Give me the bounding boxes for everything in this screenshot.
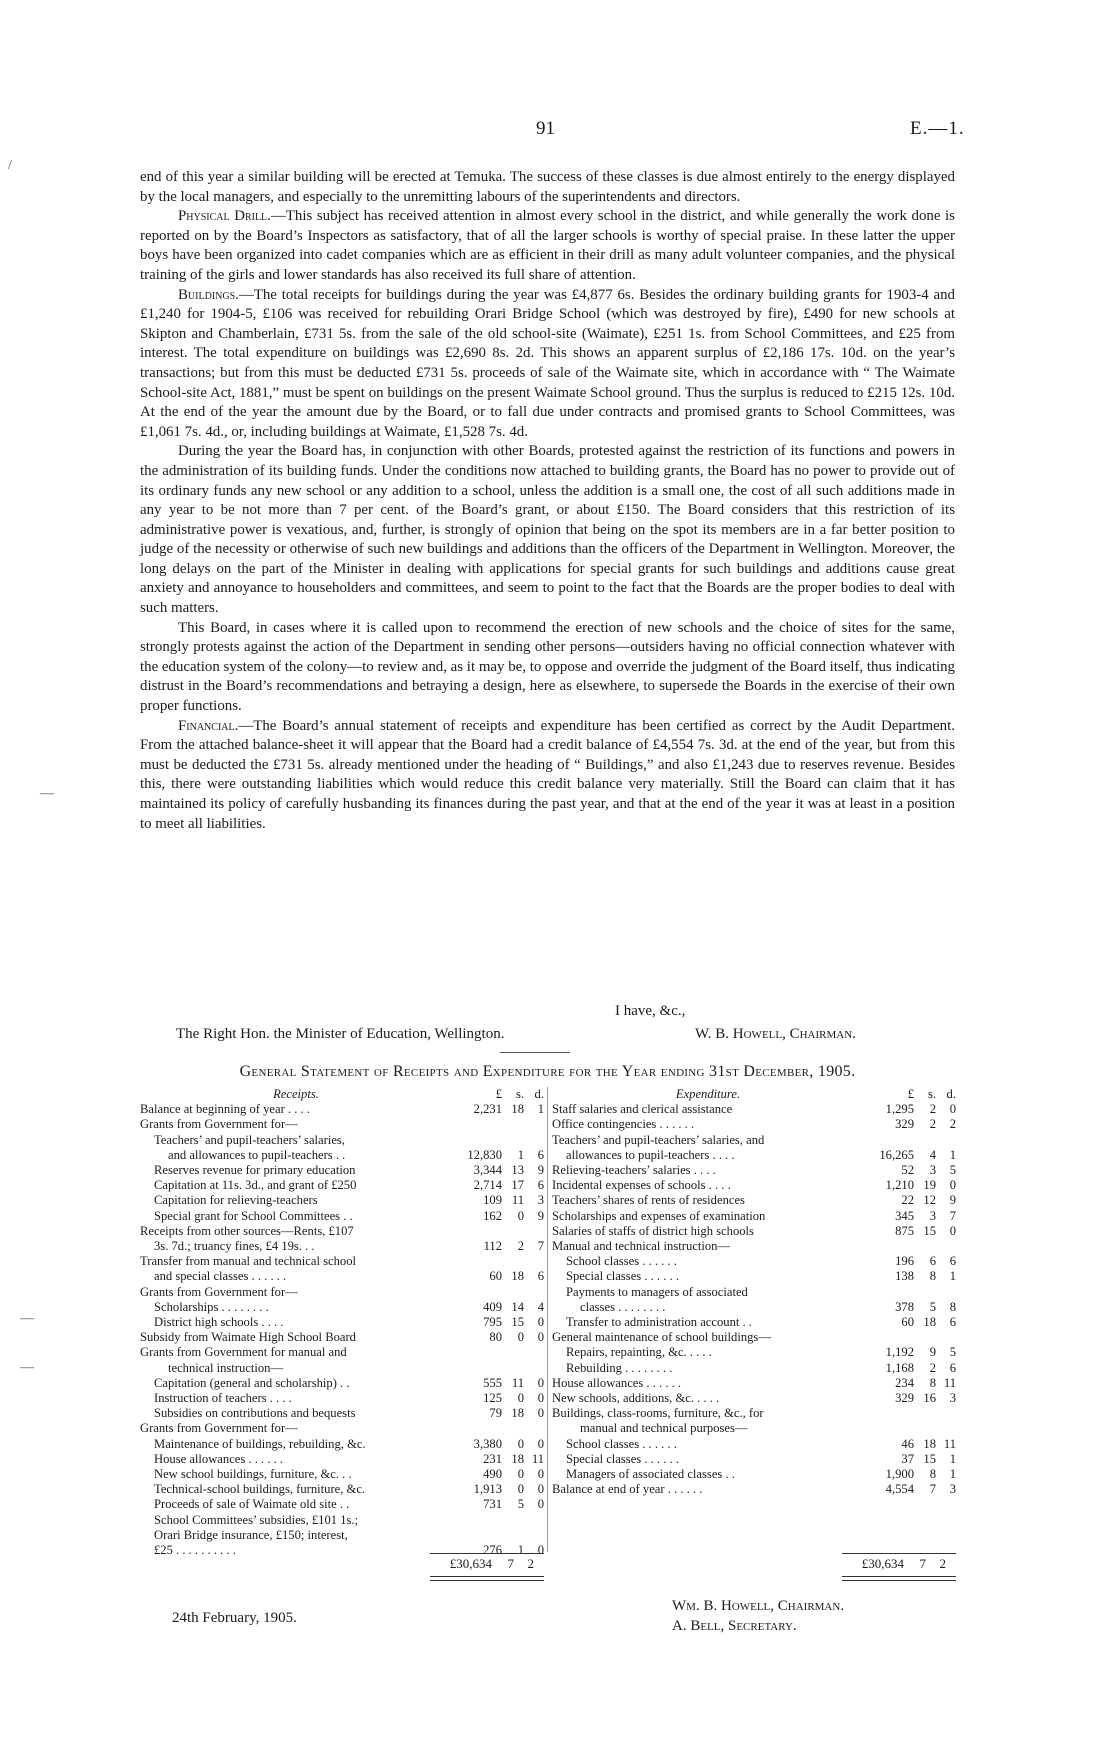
margin-mark: —: [20, 1311, 34, 1326]
row-description: Managers of associated classes . .: [566, 1467, 735, 1482]
row-shillings: 15: [923, 1223, 936, 1238]
expenditure-row: [552, 1163, 956, 1178]
row-pounds: 37: [901, 1451, 914, 1466]
receipts-row: [140, 1193, 544, 1208]
heading-physical-drill: Physical Drill.: [178, 208, 271, 225]
row-description: Subsidies on contributions and bequests: [154, 1406, 356, 1421]
row-description: School classes . . . . . .: [566, 1436, 677, 1451]
expenditure-row: [552, 1315, 956, 1330]
col-shillings: s.: [515, 1087, 524, 1101]
chairman-signature: Wm. B. Howell, Chairman.: [672, 1598, 845, 1614]
receipts-row: [140, 1269, 544, 1284]
expenditure-row: [552, 1117, 956, 1132]
row-description: Office contingencies . . . . . .: [552, 1117, 695, 1132]
expenditure-row: [552, 1376, 956, 1391]
row-shillings: 14: [511, 1299, 524, 1314]
receipts-row: [140, 1133, 544, 1148]
row-pence: 0: [537, 1315, 544, 1330]
row-shillings: 18: [511, 1451, 524, 1466]
row-pence: 7: [537, 1239, 544, 1254]
row-description: technical instruction—: [168, 1360, 284, 1375]
row-description: Scholarships and expenses of examination: [552, 1208, 766, 1223]
row-pence: 11: [943, 1375, 956, 1390]
row-description: Teachers’ and pupil-teachers’ salaries, and: [552, 1132, 765, 1147]
statement-title: General Statement of Receipts and Expenditure for the Year ending 31st December, 1905.: [239, 1063, 856, 1080]
row-description: Incidental expenses of schools . . . .: [552, 1178, 731, 1193]
total-pounds: £30,634: [861, 1556, 904, 1571]
receipts-row: [140, 1178, 544, 1193]
paragraph-physical-drill: [140, 207, 955, 285]
row-description: Special grant for School Committees . .: [154, 1208, 353, 1223]
row-description: Manual and technical instruction—: [552, 1239, 731, 1254]
total-pence: 2: [527, 1556, 534, 1571]
row-shillings: 18: [511, 1406, 524, 1421]
row-shillings: 17: [511, 1178, 524, 1193]
row-pounds: 555: [483, 1375, 502, 1390]
row-shillings: 13: [511, 1163, 524, 1178]
addressee: The Right Hon. the Minister of Education, Wellington.: [176, 1026, 505, 1042]
expenditure-row: [552, 1254, 956, 1269]
row-pounds: 196: [895, 1254, 914, 1269]
row-pence: 5: [949, 1163, 956, 1178]
row-pence: 2: [949, 1117, 956, 1132]
row-description: House allowances . . . . . .: [154, 1451, 284, 1466]
paragraph-classes: end of this year a similar building will be erected at Temuka. The success of these classes is due almost entirely to the energy displayed by the local managers, and especially to the unremitting labours of the superintendents and directors.: [140, 169, 955, 205]
receipts-row: [140, 1300, 544, 1315]
row-shillings: 15: [923, 1451, 936, 1466]
receipts-row: [140, 1467, 544, 1482]
expenditure-row: [552, 1421, 956, 1436]
expenditure-row: [552, 1224, 956, 1239]
receipts-row: [140, 1406, 544, 1421]
row-pence: 9: [537, 1163, 544, 1178]
expenditure-row: [552, 1482, 956, 1497]
row-description: £25 . . . . . . . . . .: [154, 1543, 236, 1558]
row-description: Staff salaries and clerical assistance: [552, 1102, 733, 1117]
row-pence: 0: [949, 1223, 956, 1238]
row-shillings: 1: [517, 1543, 524, 1558]
receipts-total: [430, 1553, 544, 1581]
row-pounds: 112: [483, 1239, 502, 1254]
row-description: Transfer to administration account . .: [566, 1315, 752, 1330]
total-pounds: £30,634: [449, 1556, 492, 1571]
row-shillings: 18: [923, 1315, 936, 1330]
row-pounds: 60: [489, 1269, 502, 1284]
receipts-row: [140, 1528, 544, 1543]
expenditure-header-row: [552, 1087, 956, 1102]
row-pounds: 2,714: [473, 1178, 502, 1193]
row-pounds: 109: [483, 1193, 502, 1208]
row-shillings: 3: [929, 1163, 936, 1178]
row-pence: 3: [537, 1193, 544, 1208]
row-pounds: 80: [489, 1330, 502, 1345]
row-pence: 0: [537, 1406, 544, 1421]
row-pounds: 138: [895, 1269, 914, 1284]
secretary-signature: A. Bell, Secretary.: [672, 1618, 797, 1634]
row-pounds: 16,265: [879, 1147, 914, 1162]
row-description: New schools, additions, &c. . . . .: [552, 1391, 720, 1406]
row-description: Orari Bridge insurance, £150; interest,: [154, 1527, 348, 1542]
receipts-header-row: [140, 1087, 544, 1102]
row-description: allowances to pupil-teachers . . . .: [566, 1147, 735, 1162]
row-pounds: 2,231: [473, 1102, 502, 1117]
text-financial: —The Board’s annual statement of receipts and expenditure has been certified as correct by the Audit Department. From the attached balance-sheet it will appear that the Board had a credit balance of £4,554 7s. 3d. at the end of the year, but from this must be deducted the £731 5s. already mentioned under the heading of “ Buildings,” and also £1,243 due to reserves revenue. Besides this, there were outstanding liabilities which would reduce this credit balance very materially. Still the Board can claim that it has maintained its policy of carefully husbanding its finances during the past year, and that at the end of the year it was at least in a position to meet all liabilities.: [140, 717, 955, 832]
expenditure-row: [552, 1178, 956, 1193]
text-buildings: —The total receipts for buildings during the year was £4,877 6s. Besides the ordinary building grants for 1903-4 and £1,240 for 1904-5, £106 was received for rebuilding Orari Bridge School (which was destroyed by fire), £490 for new schools at Skipton and Chamberlain, £731 5s. from the sale of the old school-site (Waimate), £251 1s. from School Committees, and £25 from interest. The total expenditure on buildings was £2,690 8s. 2d. This shows an apparent surplus of £2,186 17s. 10d. on the year’s transactions; but from this must be deducted £731 5s. proceeds of sale of the Waimate site, which in accordance with “ The Waimate School-site Act, 1881,” must be spent on buildings on the present Waimate School ground. Thus the surplus is reduced to £215 12s. 10d. At the end of the year the amount due by the Board, or to fall due under contracts and promised grants to School Committees, was £1,061 7s. 4d., or, including buildings at Waimate, £1,528 7s. 4d.: [140, 286, 955, 440]
row-shillings: 9: [929, 1345, 936, 1360]
row-pounds: 490: [483, 1467, 502, 1482]
expenditure-row: [552, 1361, 956, 1376]
row-pounds: 345: [895, 1208, 914, 1223]
row-description: Relieving-teachers’ salaries . . . .: [552, 1163, 716, 1178]
row-shillings: 6: [929, 1254, 936, 1269]
receipts-row: [140, 1148, 544, 1163]
row-pence: 1: [949, 1269, 956, 1284]
heading-financial: Financial.: [178, 717, 239, 734]
row-description: and special classes . . . . . .: [154, 1269, 287, 1284]
row-shillings: 15: [511, 1315, 524, 1330]
total-shillings: 7: [507, 1556, 514, 1571]
text-physical-drill: —This subject has received attention in almost every school in the district, and while generally the work done is reported on by the Board’s Inspectors as satisfactory, that of all the larger schools is worthy of special praise. In these latter the upper boys have been organized into cadet companies which are as efficient in their drill as many adult volunteer companies, and the physical training of the girls and lower standards has also received its full share of attention.: [140, 208, 955, 283]
row-pounds: 329: [895, 1391, 914, 1406]
row-pence: 0: [537, 1482, 544, 1497]
row-description: and allowances to pupil-teachers . .: [168, 1147, 346, 1162]
row-pence: 0: [537, 1391, 544, 1406]
statement-signatures: [672, 1596, 844, 1636]
row-pence: 6: [537, 1147, 544, 1162]
total-pence: 2: [939, 1556, 946, 1571]
row-shillings: 2: [517, 1239, 524, 1254]
row-pence: 6: [949, 1254, 956, 1269]
receipts-row: [140, 1482, 544, 1497]
row-pounds: 1,192: [885, 1345, 914, 1360]
receipts-row: [140, 1345, 544, 1360]
row-description: Subsidy from Waimate High School Board: [140, 1330, 356, 1345]
row-description: House allowances . . . . . .: [552, 1375, 682, 1390]
row-pounds: 3,344: [473, 1163, 502, 1178]
row-pence: 0: [537, 1375, 544, 1390]
row-pence: 0: [537, 1436, 544, 1451]
total-shillings: 7: [919, 1556, 926, 1571]
row-shillings: 3: [929, 1208, 936, 1223]
row-pence: 6: [537, 1269, 544, 1284]
expenditure-row: [552, 1102, 956, 1117]
row-pounds: 231: [483, 1451, 502, 1466]
heading-buildings: Buildings.: [178, 286, 239, 303]
receipts-row: [140, 1209, 544, 1224]
row-shillings: 0: [517, 1467, 524, 1482]
row-pounds: 276: [483, 1543, 502, 1558]
row-pence: 1: [949, 1147, 956, 1162]
row-pounds: 46: [901, 1436, 914, 1451]
receipts-row: [140, 1361, 544, 1376]
row-pounds: 875: [895, 1223, 914, 1238]
receipts-heading: Receipts.: [273, 1087, 319, 1101]
expenditure-row: [552, 1300, 956, 1315]
row-pence: 7: [949, 1208, 956, 1223]
row-shillings: 0: [517, 1482, 524, 1497]
receipts-row: [140, 1163, 544, 1178]
row-description: Grants from Government for manual and: [140, 1345, 347, 1360]
report-body: [140, 168, 955, 834]
row-shillings: 1: [517, 1147, 524, 1162]
row-pence: 6: [537, 1178, 544, 1193]
row-description: Capitation at 11s. 3d., and grant of £250: [154, 1178, 357, 1193]
row-shillings: 5: [929, 1299, 936, 1314]
receipts-row: [140, 1254, 544, 1269]
expenditure-ledger: [552, 1087, 956, 1497]
row-pence: 11: [531, 1451, 544, 1466]
row-pence: 4: [537, 1299, 544, 1314]
row-description: Balance at end of year . . . . . .: [552, 1482, 703, 1497]
receipts-row: [140, 1513, 544, 1528]
row-shillings: 18: [511, 1102, 524, 1117]
page-number: 91: [536, 118, 555, 139]
expenditure-row: [552, 1193, 956, 1208]
expenditure-row: [552, 1345, 956, 1360]
row-pounds: 1,913: [473, 1482, 502, 1497]
row-pence: 9: [537, 1208, 544, 1223]
statement-date: 24th February, 1905.: [172, 1610, 297, 1626]
row-pounds: 1,900: [885, 1467, 914, 1482]
row-description: Salaries of staffs of district high schools: [552, 1223, 754, 1238]
row-pence: 1: [949, 1467, 956, 1482]
signature: W. B. Howell, Chairman.: [695, 1026, 856, 1042]
expenditure-row: [552, 1133, 956, 1148]
row-shillings: 0: [517, 1208, 524, 1223]
row-description: Scholarships . . . . . . . .: [154, 1299, 269, 1314]
row-pence: 0: [537, 1497, 544, 1512]
row-pounds: 12,830: [467, 1147, 502, 1162]
receipts-row: [140, 1285, 544, 1300]
row-pounds: 1,295: [885, 1102, 914, 1117]
row-shillings: 8: [929, 1467, 936, 1482]
row-pence: 3: [949, 1482, 956, 1497]
row-pounds: 378: [895, 1299, 914, 1314]
row-description: School Committees’ subsidies, £101 1s.;: [154, 1512, 359, 1527]
row-description: Rebuilding . . . . . . . .: [566, 1360, 673, 1375]
row-description: Teachers’ shares of rents of residences: [552, 1193, 745, 1208]
document-code: E.—1.: [910, 118, 965, 139]
row-shillings: 0: [517, 1330, 524, 1345]
row-description: Grants from Government for—: [140, 1284, 298, 1299]
row-pounds: 60: [901, 1315, 914, 1330]
row-pence: 0: [537, 1330, 544, 1345]
expenditure-row: [552, 1285, 956, 1300]
row-description: Capitation for relieving-teachers: [154, 1193, 318, 1208]
row-pounds: 731: [483, 1497, 502, 1512]
row-shillings: 2: [929, 1102, 936, 1117]
row-pounds: 409: [483, 1299, 502, 1314]
row-pence: 0: [537, 1543, 544, 1558]
closing-salutation: I have, &c.,: [615, 1003, 686, 1019]
row-description: Payments to managers of associated: [566, 1284, 748, 1299]
row-shillings: 12: [923, 1193, 936, 1208]
row-pence: 11: [943, 1436, 956, 1451]
receipts-row: [140, 1224, 544, 1239]
receipts-row: [140, 1330, 544, 1345]
row-description: Maintenance of buildings, rebuilding, &c.: [154, 1436, 366, 1451]
row-description: Special classes . . . . . .: [566, 1269, 679, 1284]
row-description: Grants from Government for—: [140, 1421, 298, 1436]
row-shillings: 0: [517, 1391, 524, 1406]
expenditure-row: [552, 1452, 956, 1467]
expenditure-row: [552, 1269, 956, 1284]
row-description: Proceeds of sale of Waimate old site . .: [154, 1497, 350, 1512]
row-shillings: 11: [511, 1375, 524, 1390]
row-shillings: 0: [517, 1436, 524, 1451]
expenditure-row: [552, 1467, 956, 1482]
row-shillings: 18: [923, 1436, 936, 1451]
row-pence: 3: [949, 1391, 956, 1406]
row-description: Capitation (general and scholarship) . .: [154, 1375, 350, 1390]
paragraph-sites: This Board, in cases where it is called upon to recommend the erection of new schools and the choice of sites for the same, strongly protests against the action of the Department in sending other persons—outsiders having no official connection whatever with the education system of the colony—to review and, as it may be, to oppose and override the judgment of the Board itself, thus indicating distrust in the Board’s recommendations and betraying a design, here as elsewhere, to supersede the Boards in the exercise of their own proper functions.: [140, 619, 955, 715]
row-pounds: 1,168: [885, 1360, 914, 1375]
row-description: District high schools . . . .: [154, 1315, 284, 1330]
col-pounds: £: [907, 1087, 914, 1101]
row-description: classes . . . . . . . .: [580, 1299, 666, 1314]
row-pence: 0: [537, 1467, 544, 1482]
margin-mark: —: [20, 1360, 34, 1375]
row-pence: 6: [949, 1315, 956, 1330]
row-pence: 5: [949, 1345, 956, 1360]
row-pence: 0: [949, 1178, 956, 1193]
row-pounds: 234: [895, 1375, 914, 1390]
row-description: Grants from Government for—: [140, 1117, 298, 1132]
row-shillings: 8: [929, 1269, 936, 1284]
paragraph-protest: During the year the Board has, in conjunction with other Boards, protested against the restriction of its functions and powers in the administration of its building funds. Under the conditions now attached to building grants, the Board has no power to provide out of its ordinary funds any new school or any addition to a school, unless the addition is a small one, the cost of all such additions made in any year to be not more than 7 per cent. of the Board’s grant, or about £150. The Board considers that this restriction of its administrative power is vexatious, and, further, is strongly of opinion that being on the spot its members are in a far better position to judge of the necessity or otherwise of such new buildings and additions than the officers of the Department in Wellington. Moreover, the long delays on the part of the Minister in dealing with applications for special grants for such buildings and additions cause great anxiety and annoyance to householders and committees, and seem to point to the fact that the Boards are the proper bodies to deal with such matters.: [140, 443, 955, 617]
row-shillings: 19: [923, 1178, 936, 1193]
row-pounds: 22: [901, 1193, 914, 1208]
receipts-row: [140, 1102, 544, 1117]
row-shillings: 11: [511, 1193, 524, 1208]
row-description: New school buildings, furniture, &c. . .: [154, 1467, 352, 1482]
receipts-row: [140, 1376, 544, 1391]
expenditure-total: [842, 1553, 956, 1581]
expenditure-row: [552, 1391, 956, 1406]
row-description: Technical-school buildings, furniture, &c.: [154, 1482, 366, 1497]
expenditure-row: [552, 1406, 956, 1421]
receipts-row: [140, 1497, 544, 1512]
row-pounds: 162: [483, 1208, 502, 1223]
row-pounds: 52: [901, 1163, 914, 1178]
receipts-row: [140, 1239, 544, 1254]
receipts-row: [140, 1391, 544, 1406]
row-shillings: 18: [511, 1269, 524, 1284]
expenditure-row: [552, 1239, 956, 1254]
row-description: Reserves revenue for primary education: [154, 1163, 356, 1178]
row-shillings: 16: [923, 1391, 936, 1406]
row-description: Receipts from other sources—Rents, £107: [140, 1223, 354, 1238]
row-description: Teachers’ and pupil-teachers’ salaries,: [154, 1132, 345, 1147]
row-description: 3s. 7d.; truancy fines, £4 19s. . .: [154, 1239, 315, 1254]
expenditure-row: [552, 1437, 956, 1452]
col-shillings: s.: [927, 1087, 936, 1101]
row-pence: 8: [949, 1299, 956, 1314]
row-description: General maintenance of school buildings—: [552, 1330, 771, 1345]
expenditure-heading: Expenditure.: [675, 1087, 741, 1101]
row-shillings: 2: [929, 1117, 936, 1132]
ledger-divider: [547, 1087, 548, 1552]
row-shillings: 5: [517, 1497, 524, 1512]
row-description: manual and technical purposes—: [580, 1421, 748, 1436]
col-pence: d.: [946, 1087, 956, 1101]
row-pence: 0: [949, 1102, 956, 1117]
row-pence: 6: [949, 1360, 956, 1375]
receipts-row: [140, 1437, 544, 1452]
receipts-row: [140, 1117, 544, 1132]
row-pounds: 795: [483, 1315, 502, 1330]
paragraph-financial: [140, 717, 955, 835]
row-description: Instruction of teachers . . . .: [154, 1391, 292, 1406]
row-description: Repairs, repainting, &c. . . . .: [566, 1345, 712, 1360]
divider: [500, 1052, 570, 1053]
paragraph-buildings: [140, 286, 955, 443]
row-description: Buildings, class-rooms, furniture, &c., for: [552, 1406, 764, 1421]
row-pounds: 79: [489, 1406, 502, 1421]
row-pounds: 1,210: [885, 1178, 914, 1193]
receipts-row: [140, 1452, 544, 1467]
expenditure-row: [552, 1148, 956, 1163]
row-shillings: 2: [929, 1360, 936, 1375]
col-pounds: £: [495, 1087, 502, 1101]
receipts-ledger: [140, 1087, 544, 1558]
row-description: Transfer from manual and technical school: [140, 1254, 357, 1269]
row-description: Balance at beginning of year . . . .: [140, 1102, 310, 1117]
row-shillings: 8: [929, 1375, 936, 1390]
expenditure-row: [552, 1330, 956, 1345]
col-pence: d.: [534, 1087, 544, 1101]
row-pence: 1: [537, 1102, 544, 1117]
expenditure-row: [552, 1209, 956, 1224]
row-pounds: 4,554: [885, 1482, 914, 1497]
receipts-row: [140, 1315, 544, 1330]
row-shillings: 7: [929, 1482, 936, 1497]
row-pounds: 125: [483, 1391, 502, 1406]
row-shillings: 4: [929, 1147, 936, 1162]
row-pounds: 3,380: [473, 1436, 502, 1451]
row-pounds: 329: [895, 1117, 914, 1132]
margin-mark: /: [8, 158, 12, 173]
receipts-row: [140, 1421, 544, 1436]
row-pence: 9: [949, 1193, 956, 1208]
row-description: School classes . . . . . .: [566, 1254, 677, 1269]
margin-mark: —: [40, 786, 54, 801]
row-pence: 1: [949, 1451, 956, 1466]
row-description: Special classes . . . . . .: [566, 1451, 679, 1466]
